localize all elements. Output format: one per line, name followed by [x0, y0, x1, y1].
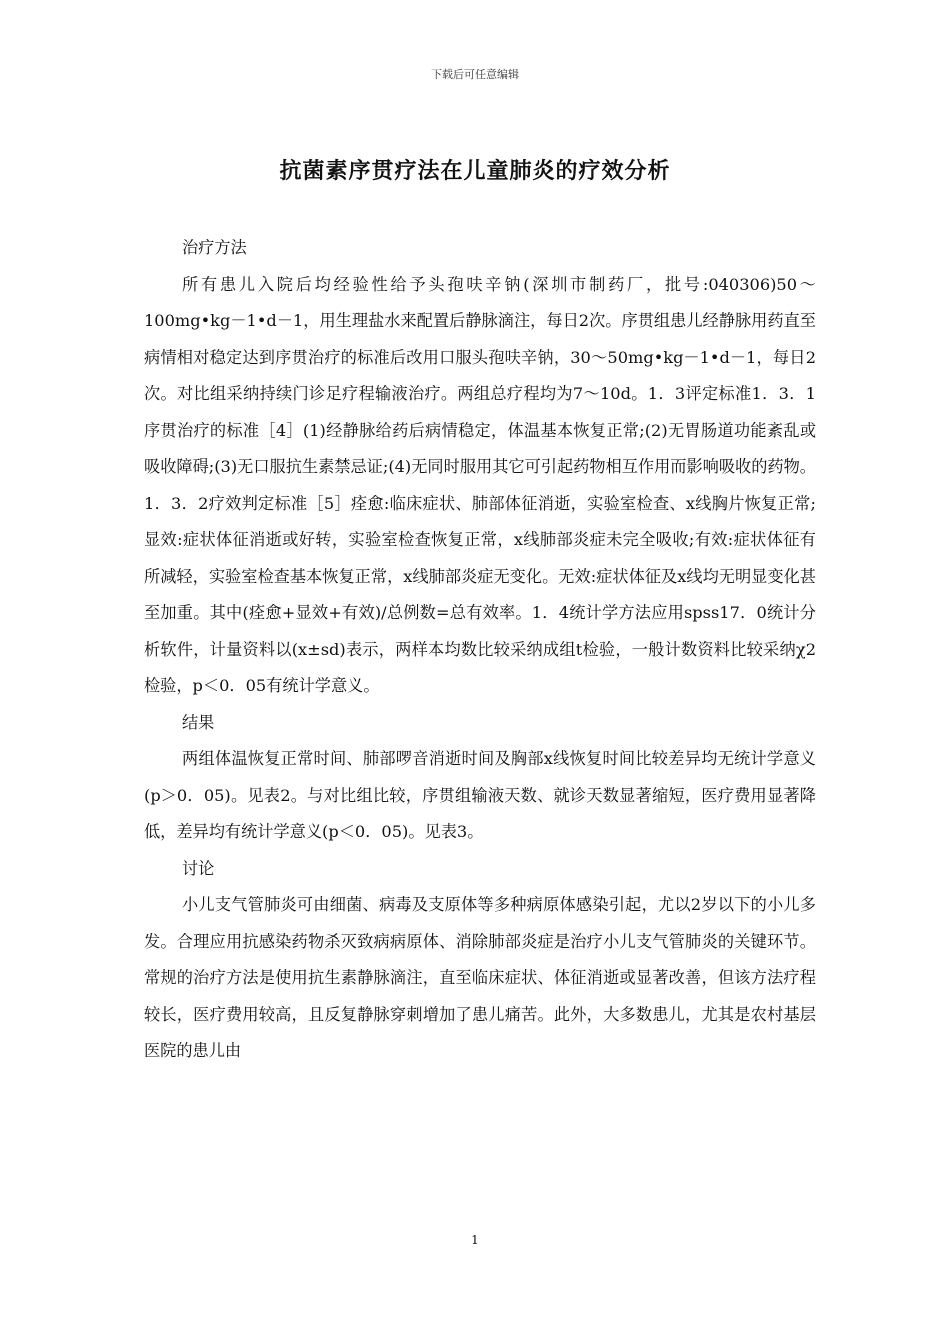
- section-heading-methods: 治疗方法: [182, 238, 247, 257]
- page-number: 1: [471, 1233, 479, 1247]
- document-title: 抗菌素序贯疗法在儿童肺炎的疗效分析: [279, 159, 671, 184]
- section-heading-results: 结果: [182, 712, 215, 732]
- document-body: [144, 230, 816, 1070]
- section-body-methods: 所有患儿入院后均经验性给予头孢呋辛钠(深圳市制药厂，批号:040306)50～100mg•kg－1•d－1，用生理盐水来配置后静脉滴注，每日2次。序贯组患儿经静脉用药直至病情相对稳定达到序贯治疗的标准后改用口服头孢呋辛钠，30～50mg•kg－1•d－1，每日2次。对比组采纳持续门诊足疗程输液治疗。两组总疗程均为7～10d。1．3评定标准1．3．1序贯治疗的标准［4］(1)经静脉给药后病情稳定，体温基本恢复正常;(2)无胃肠道功能紊乱或吸收障碍;(3)无口服抗生素禁忌证;(4)无同时服用其它可引起药物相互作用而影响吸收的药物。1．3．2疗效判定标准［5］痊愈:临床症状、肺部体征消逝，实验室检查、x线胸片恢复正常;显效:症状体征消逝或好转，实验室检查恢复正常，x线肺部炎症未完全吸收;有效:症状体征有所减轻，实验室检查基本恢复正常，x线肺部炎症无变化。无效:症状体征及x线均无明显变化甚至加重。其中(痊愈+显效+有效)/总例数=总有效率。1．4统计学方法应用spss17．0统计分析软件，计量资料以(x±sd)表示，两样本均数比较采纳成组t检验，一般计数资料比较采纳χ2检验，p＜0．05有统计学意义。: [144, 274, 816, 695]
- section-body-results: 两组体温恢复正常时间、肺部啰音消逝时间及胸部x线恢复时间比较差异均无统计学意义(p＞0．05)。见表2。与对比组比较，序贯组输液天数、就诊天数显著缩短，医疗费用显著降低，差异均有统计学意义(p＜0．05)。见表3。: [144, 749, 816, 841]
- section-heading-discussion: 讨论: [182, 858, 215, 878]
- header-note: 下载后可任意编辑: [431, 68, 519, 81]
- section-body-discussion: 小儿支气管肺炎可由细菌、病毒及支原体等多种病原体感染引起，尤以2岁以下的小儿多发。合理应用抗感染药物杀灭致病病原体、消除肺部炎症是治疗小儿支气管肺炎的关键环节。常规的治疗方法是使用抗生素静脉滴注，直至临床症状、体征消逝或显著改善，但该方法疗程较长，医疗费用较高，且反复静脉穿刺增加了患儿痛苦。此外，大多数患儿，尤其是农村基层医院的患儿由: [144, 895, 816, 1060]
